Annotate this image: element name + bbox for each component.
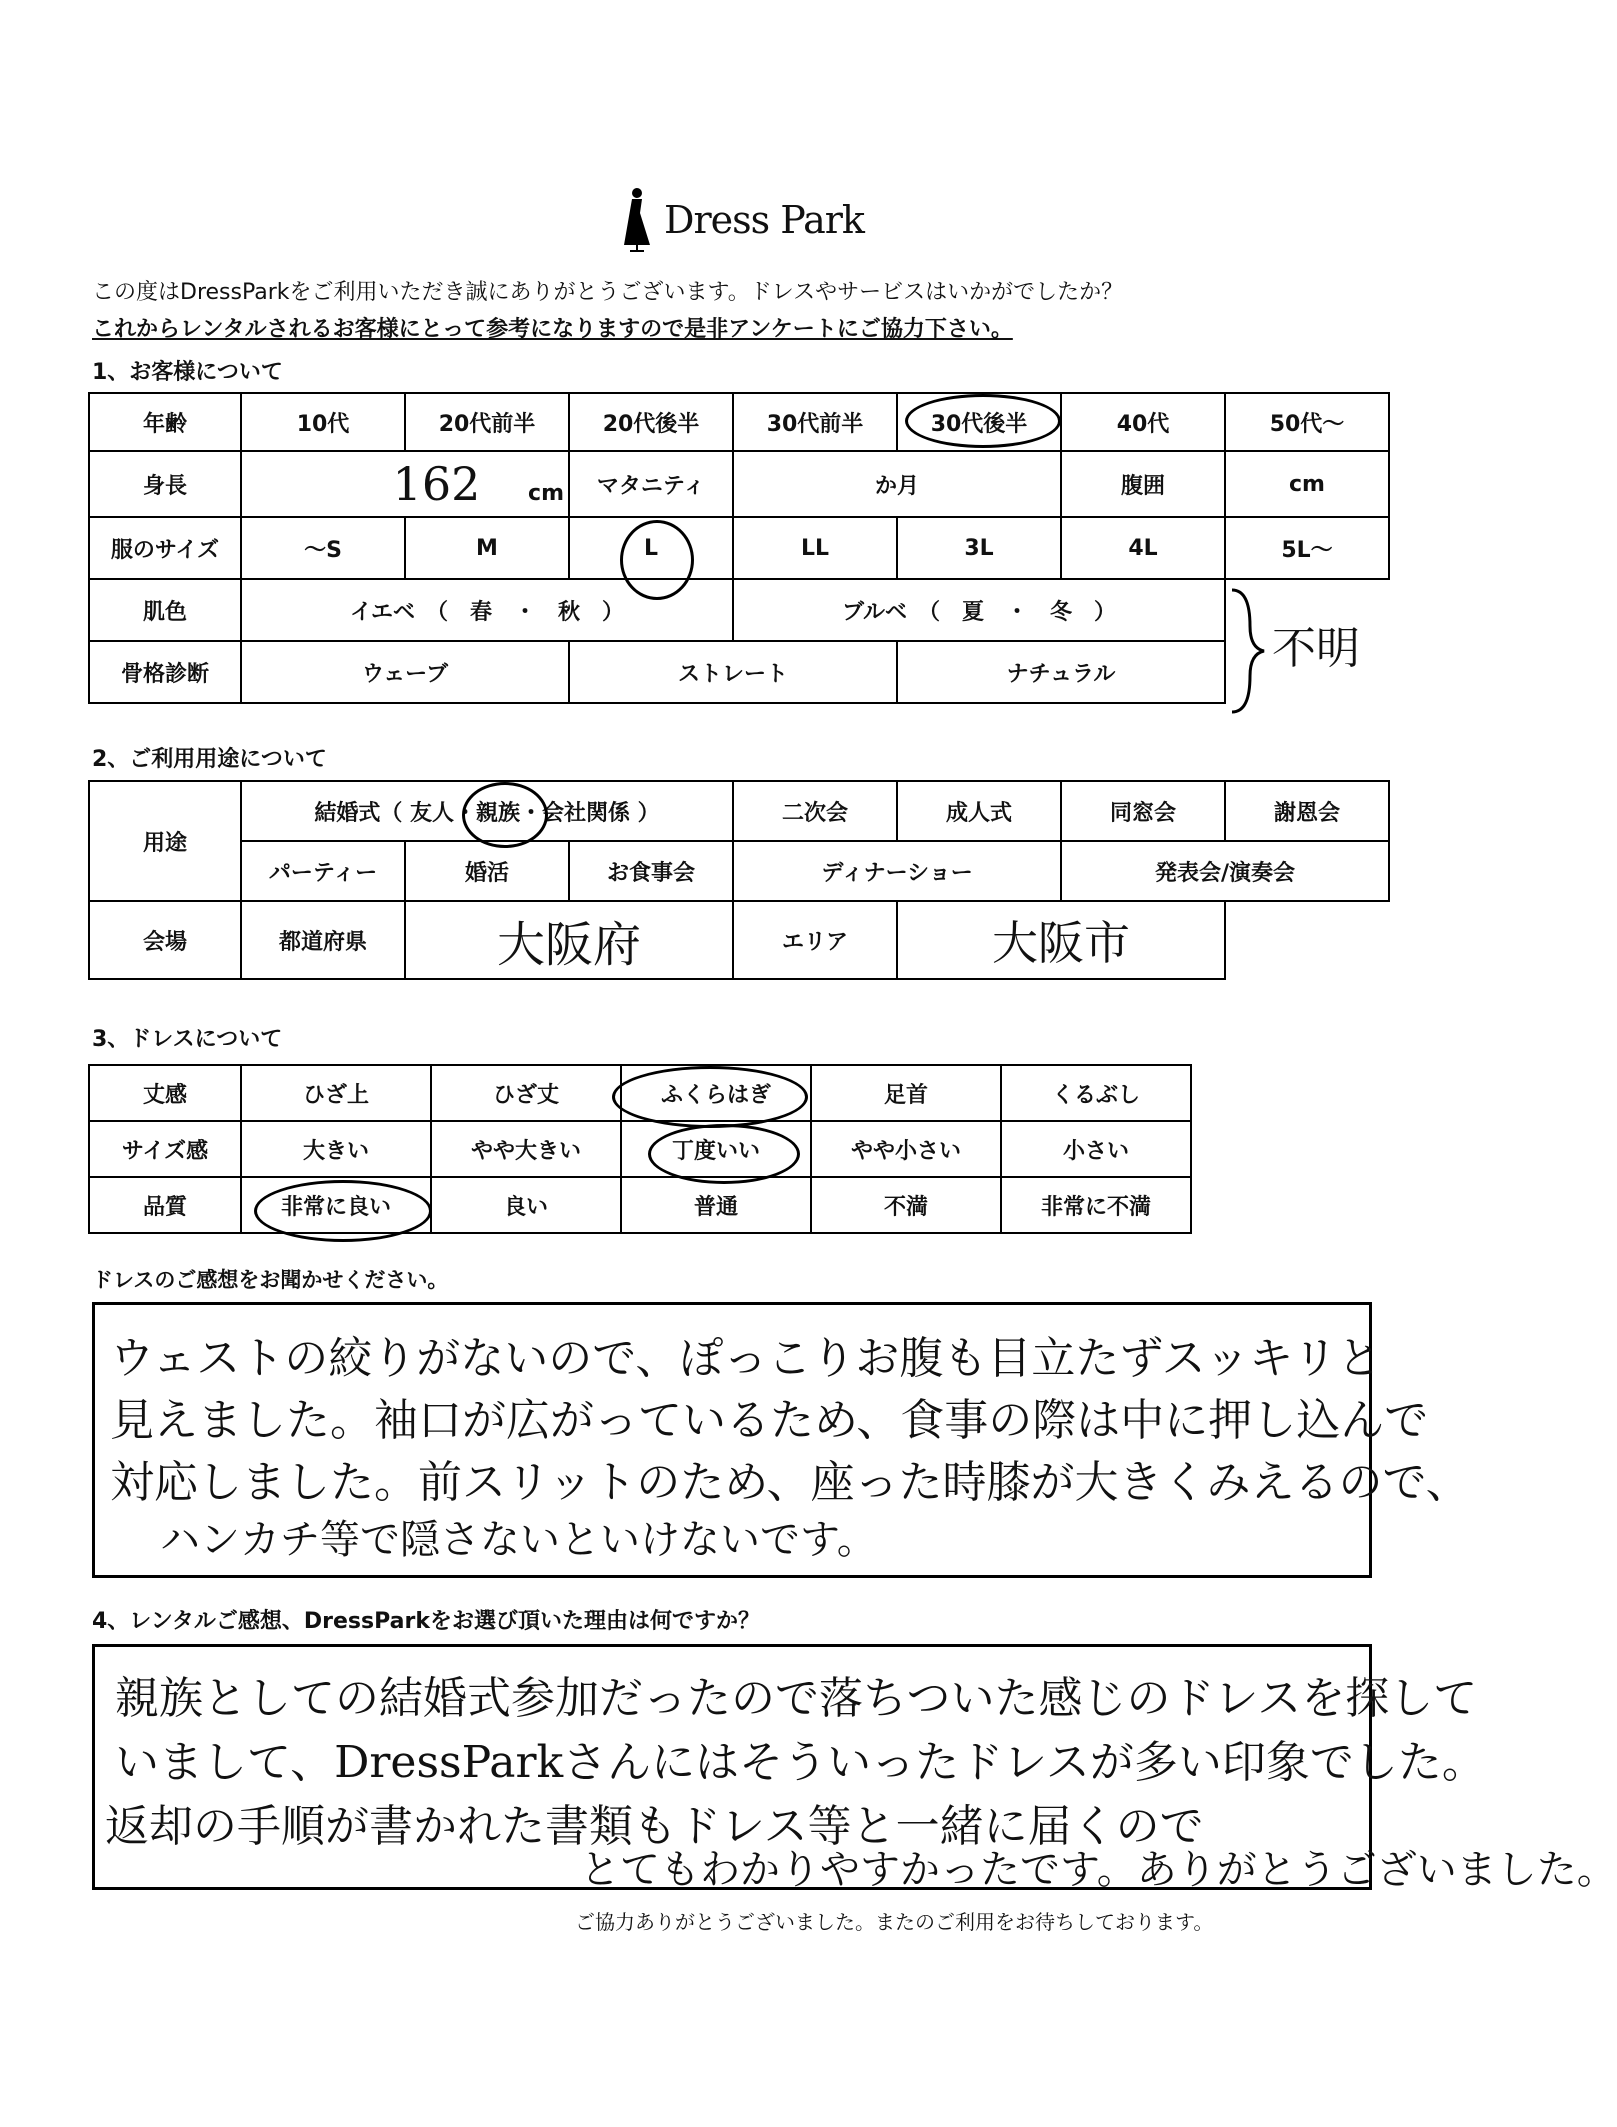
comment-title: ドレスのご感想をお聞かせください。 — [92, 1268, 449, 1292]
height-label: 身長 — [89, 451, 241, 517]
frame-option[interactable]: ストレート — [569, 641, 897, 703]
waist-field[interactable] — [1225, 451, 1389, 517]
purpose-option[interactable]: ディナーショー — [733, 841, 1061, 901]
maternity-label: マタニティ — [569, 451, 733, 517]
length-option[interactable]: くるぶし — [1001, 1065, 1191, 1121]
rental-line: 返却の手順が書かれた書類もドレス等と一緒に届くので — [105, 1801, 1204, 1852]
prefecture-label: 都道府県 — [241, 901, 405, 979]
size-option-selected[interactable]: L — [569, 517, 733, 579]
intro-line-1: この度はDressParkをご利用いただき誠にありがとうございます。ドレスやサービスはいかがでしたか？ — [92, 280, 1124, 305]
purpose-option[interactable]: お食事会 — [569, 841, 733, 901]
height-field[interactable] — [241, 451, 569, 517]
unknown-note: 不明 — [1272, 623, 1360, 674]
comment-line: 見えました。袖口が広がっているため、食事の際は中に押し込んで — [110, 1395, 1429, 1446]
section4-title: 4、レンタルご感想、DressParkをお選び頂いた理由は何ですか？ — [92, 1609, 760, 1634]
purpose-option[interactable]: 成人式 — [897, 781, 1061, 841]
brand-name: Dress Park — [664, 198, 864, 242]
purpose-table — [88, 780, 1390, 980]
height-row — [89, 451, 1389, 517]
frame-option[interactable]: ウェーブ — [241, 641, 569, 703]
quality-option[interactable]: 非常に不満 — [1001, 1177, 1191, 1233]
length-label: 丈感 — [89, 1065, 241, 1121]
fit-option[interactable]: 大きい — [241, 1121, 431, 1177]
age-option[interactable]: 40代 — [1061, 393, 1225, 451]
height-value: 162 — [392, 457, 481, 511]
age-option-selected[interactable]: 30代後半 — [897, 393, 1061, 451]
area-field[interactable] — [897, 901, 1225, 979]
venue-row — [89, 901, 1389, 979]
length-option[interactable]: ひざ上 — [241, 1065, 431, 1121]
frame-row — [89, 641, 1389, 703]
venue-label: 会場 — [89, 901, 241, 979]
skin-yellow-option[interactable]: イエベ （ 春 ・ 秋 ） — [241, 579, 733, 641]
size-option[interactable]: 5L～ — [1225, 517, 1389, 579]
skin-label: 肌色 — [89, 579, 241, 641]
waist-label: 腹囲 — [1061, 451, 1225, 517]
length-option[interactable]: ひざ丈 — [431, 1065, 621, 1121]
age-option[interactable]: 20代後半 — [569, 393, 733, 451]
purpose-label: 用途 — [89, 781, 241, 901]
maternity-unit: か月 — [874, 473, 919, 499]
size-option[interactable]: 4L — [1061, 517, 1225, 579]
fit-option[interactable]: 小さい — [1001, 1121, 1191, 1177]
fit-option[interactable]: やや小さい — [811, 1121, 1001, 1177]
skin-blue-option[interactable]: ブルベ （ 夏 ・ 冬 ） — [733, 579, 1225, 641]
length-option-selected[interactable]: ふくらはぎ — [621, 1065, 811, 1121]
age-row — [89, 393, 1389, 451]
area-value: 大阪市 — [992, 916, 1131, 970]
selection-circle — [620, 520, 694, 600]
comment-line: 対応しました。前スリットのため、座った時膝が大きくみえるので、 — [110, 1457, 1470, 1508]
selection-circle — [905, 394, 1061, 448]
bracket-mark — [1228, 586, 1268, 716]
comment-line: ウェストの絞りがないので、ぽっこりお腹も目立たずスッキリと — [110, 1333, 1382, 1384]
customer-table — [88, 392, 1390, 704]
age-label: 年齢 — [89, 393, 241, 451]
age-option[interactable]: 50代～ — [1225, 393, 1389, 451]
age-option[interactable]: 20代前半 — [405, 393, 569, 451]
brand-logo — [620, 180, 880, 260]
size-label: 服のサイズ — [89, 517, 241, 579]
rental-line: 親族としての結婚式参加だったので落ちついた感じのドレスを探して — [115, 1673, 1478, 1724]
skin-row — [89, 579, 1389, 641]
section1-title: 1、お客様について — [92, 360, 283, 385]
footer-thanks: ご協力ありがとうございました。またのご利用をお待ちしております。 — [575, 1910, 1214, 1934]
prefecture-value: 大阪府 — [497, 916, 642, 973]
wedding-option[interactable]: 結婚式（ 友人・親族・会社関係 ） — [241, 781, 733, 841]
comment-line: ハンカチ等で隠さないといけないです。 — [160, 1517, 877, 1563]
maternity-field[interactable] — [733, 451, 1061, 517]
fit-label: サイズ感 — [89, 1121, 241, 1177]
intro-line-2: これからレンタルされるお客様にとって参考になりますので是非アンケートにご協力下さい。 — [92, 317, 1013, 342]
quality-label: 品質 — [89, 1177, 241, 1233]
size-option[interactable]: LL — [733, 517, 897, 579]
size-option[interactable]: 3L — [897, 517, 1061, 579]
size-row — [89, 517, 1389, 579]
fit-row — [89, 1121, 1191, 1177]
section2-title: 2、ご利用用途について — [92, 747, 327, 772]
selection-circle — [254, 1180, 432, 1242]
quality-option[interactable]: 普通 — [621, 1177, 811, 1233]
quality-option-selected[interactable]: 非常に良い — [241, 1177, 431, 1233]
area-label: エリア — [733, 901, 897, 979]
size-option[interactable]: ～S — [241, 517, 405, 579]
purpose-option[interactable]: 婚活 — [405, 841, 569, 901]
frame-label: 骨格診断 — [89, 641, 241, 703]
height-unit: cm — [528, 481, 564, 506]
dress-icon — [620, 187, 654, 253]
fit-option[interactable]: やや大きい — [431, 1121, 621, 1177]
fit-option-selected[interactable]: 丁度いい — [621, 1121, 811, 1177]
length-option[interactable]: 足首 — [811, 1065, 1001, 1121]
prefecture-field[interactable] — [405, 901, 733, 979]
selection-circle — [462, 782, 548, 848]
selection-circle — [648, 1124, 800, 1184]
age-option[interactable]: 30代前半 — [733, 393, 897, 451]
size-option[interactable]: M — [405, 517, 569, 579]
purpose-row-2 — [89, 841, 1389, 901]
purpose-option[interactable]: 同窓会 — [1061, 781, 1225, 841]
rental-line: いまして、DressParkさんにはそういったドレスが多い印象でした。 — [115, 1737, 1486, 1788]
purpose-option[interactable]: 謝恩会 — [1225, 781, 1389, 841]
selection-circle — [612, 1066, 808, 1128]
frame-option[interactable]: ナチュラル — [897, 641, 1225, 703]
rental-line: とてもわかりやすかったです。ありがとうございました。 — [580, 1847, 1617, 1893]
purpose-row-1 — [89, 781, 1389, 841]
purpose-option[interactable]: 発表会/演奏会 — [1061, 841, 1389, 901]
waist-unit: cm — [1289, 471, 1325, 497]
purpose-option[interactable]: 二次会 — [733, 781, 897, 841]
section3-title: 3、ドレスについて — [92, 1027, 283, 1052]
quality-option[interactable]: 良い — [431, 1177, 621, 1233]
purpose-option[interactable]: パーティー — [241, 841, 405, 901]
age-option[interactable]: 10代 — [241, 393, 405, 451]
quality-option[interactable]: 不満 — [811, 1177, 1001, 1233]
